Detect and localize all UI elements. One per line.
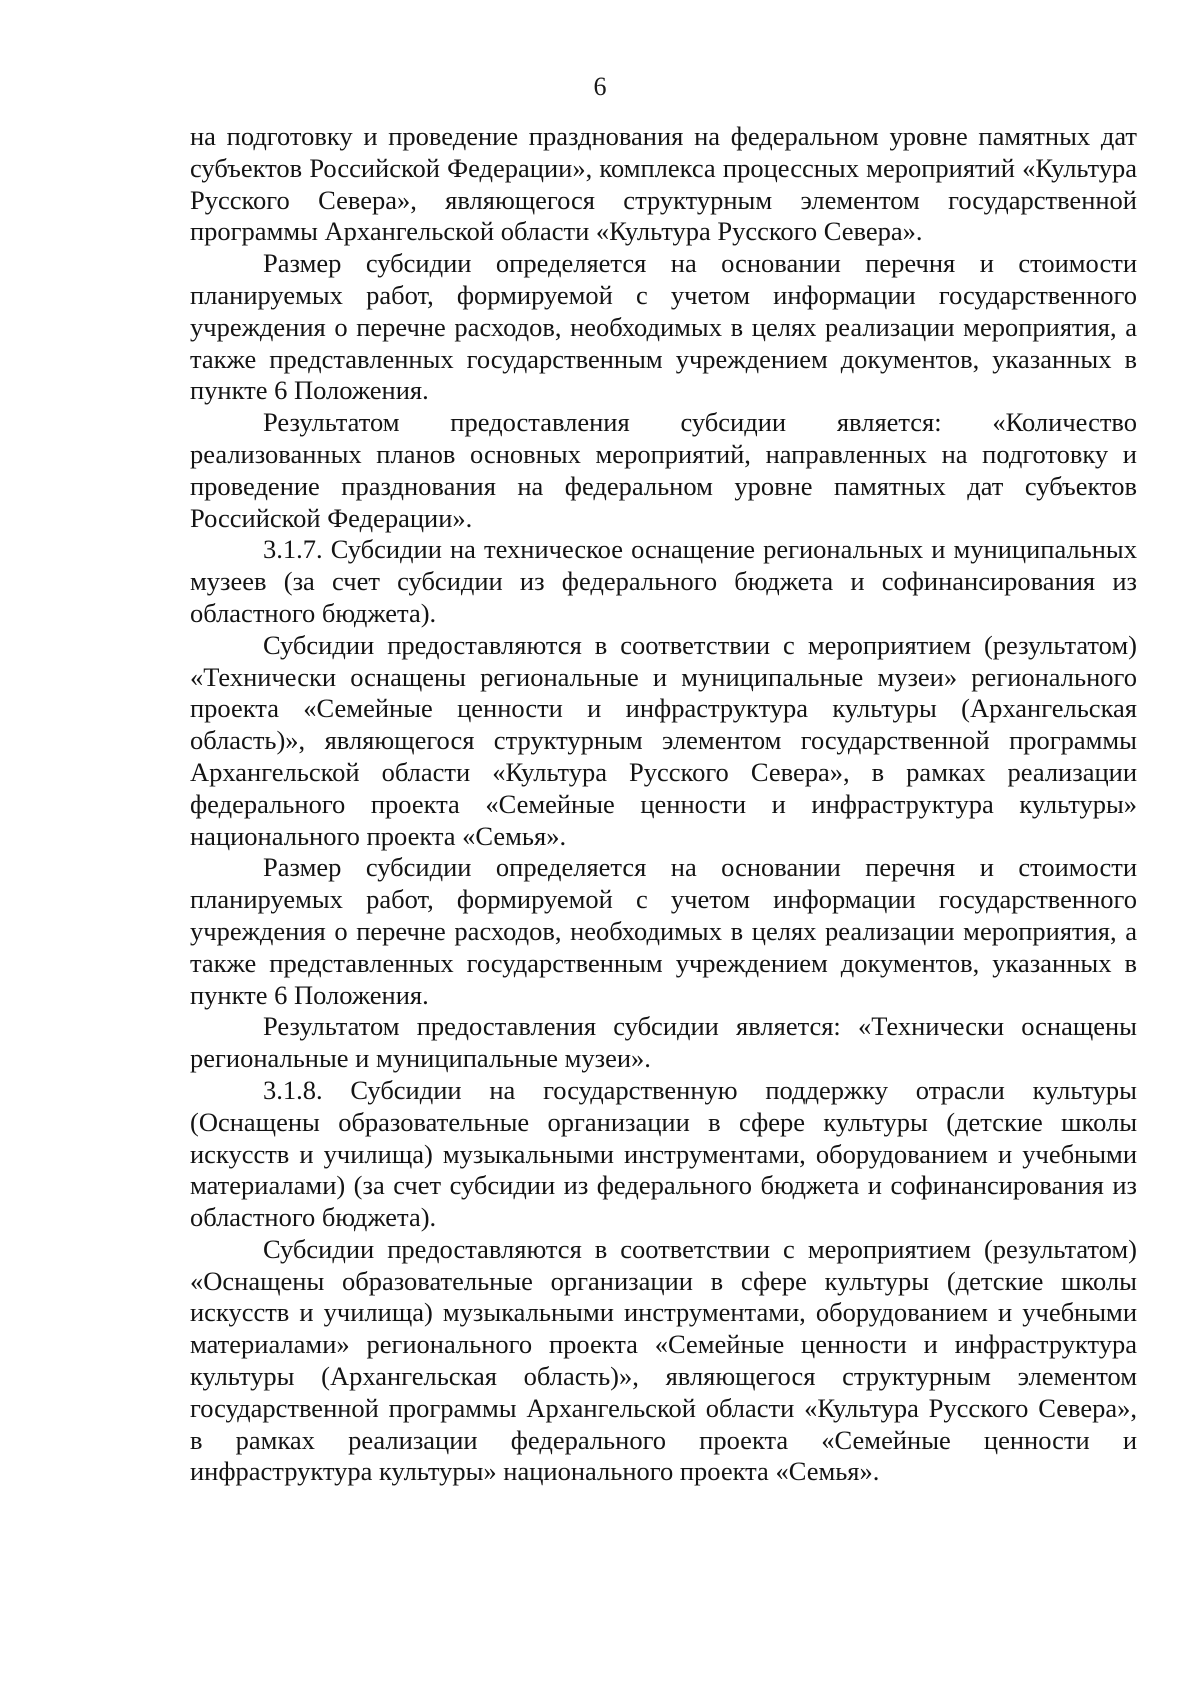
paragraph-5: Субсидии предоставляются в соответствии с мероприятием (результатом) «Технически оснащены региональные и муниципальные музеи» регионального проекта «Семейные ценности и инфраструктура культуры (Архангельская область)», являющегося структурным элементом государственной программы Архангельской области «Культура Русского Севера», в рамках реализации федерального проекта «Семейные ценности и инфраструктура культуры» национального проекта «Семья».	[190, 629, 1137, 851]
paragraph-2: Размер субсидии определяется на основании перечня и стоимости планируемых работ, формируемой с учетом информации государственного учреждения о перечне расходов, необходимых в целях реализации мероприятия, а также представленных государственным учреждением документов, указанных в пункте 6 Положения.	[190, 248, 1137, 406]
paragraph-8: 3.1.8. Субсидии на государственную поддержку отрасли культуры (Оснащены образовательные организации в сфере культуры (детские школы искусств и училища) музыкальными инструментами, оборудованием и учебными материалами) (за счет субсидии из федерального бюджета и софинансирования из областного бюджета).	[190, 1074, 1137, 1233]
document-body	[190, 121, 1137, 1488]
paragraph-6: Размер субсидии определяется на основании перечня и стоимости планируемых работ, формируемой с учетом информации государственного учреждения о перечне расходов, необходимых в целях реализации мероприятия, а также представленных государственным учреждением документов, указанных в пункте 6 Положения.	[190, 852, 1137, 1010]
page-number: 6	[593, 72, 607, 101]
paragraph-7: Результатом предоставления субсидии является: «Технически оснащены региональные и муниципальные музеи».	[190, 1011, 1137, 1074]
paragraph-1: на подготовку и проведение празднования на федеральном уровне памятных дат субъектов Российской Федерации», комплекса процессных мероприятий «Культура Русского Севера», являющегося структурным элементом государственной программы Архангельской области «Культура Русского Севера».	[190, 121, 1137, 247]
paragraph-4: 3.1.7. Субсидии на техническое оснащение региональных и муниципальных музеев (за счет субсидии из федерального бюджета и софинансирования из областного бюджета).	[190, 534, 1137, 628]
paragraph-3: Результатом предоставления субсидии является: «Количество реализованных планов основных мероприятий, направленных на подготовку и проведение празднования на федеральном уровне памятных дат субъектов Российской Федерации».	[190, 407, 1137, 533]
paragraph-9: Субсидии предоставляются в соответствии с мероприятием (результатом) «Оснащены образовательные организации в сфере культуры (детские школы искусств и училища) музыкальными инструментами, оборудованием и учебными материалами» регионального проекта «Семейные ценности и инфраструктура культуры (Архангельская область)», являющегося структурным элементом государственной программы Архангельской области «Культура Русского Севера», в рамках реализации федерального проекта «Семейные ценности и инфраструктура культуры» национального проекта «Семья».	[190, 1233, 1137, 1487]
